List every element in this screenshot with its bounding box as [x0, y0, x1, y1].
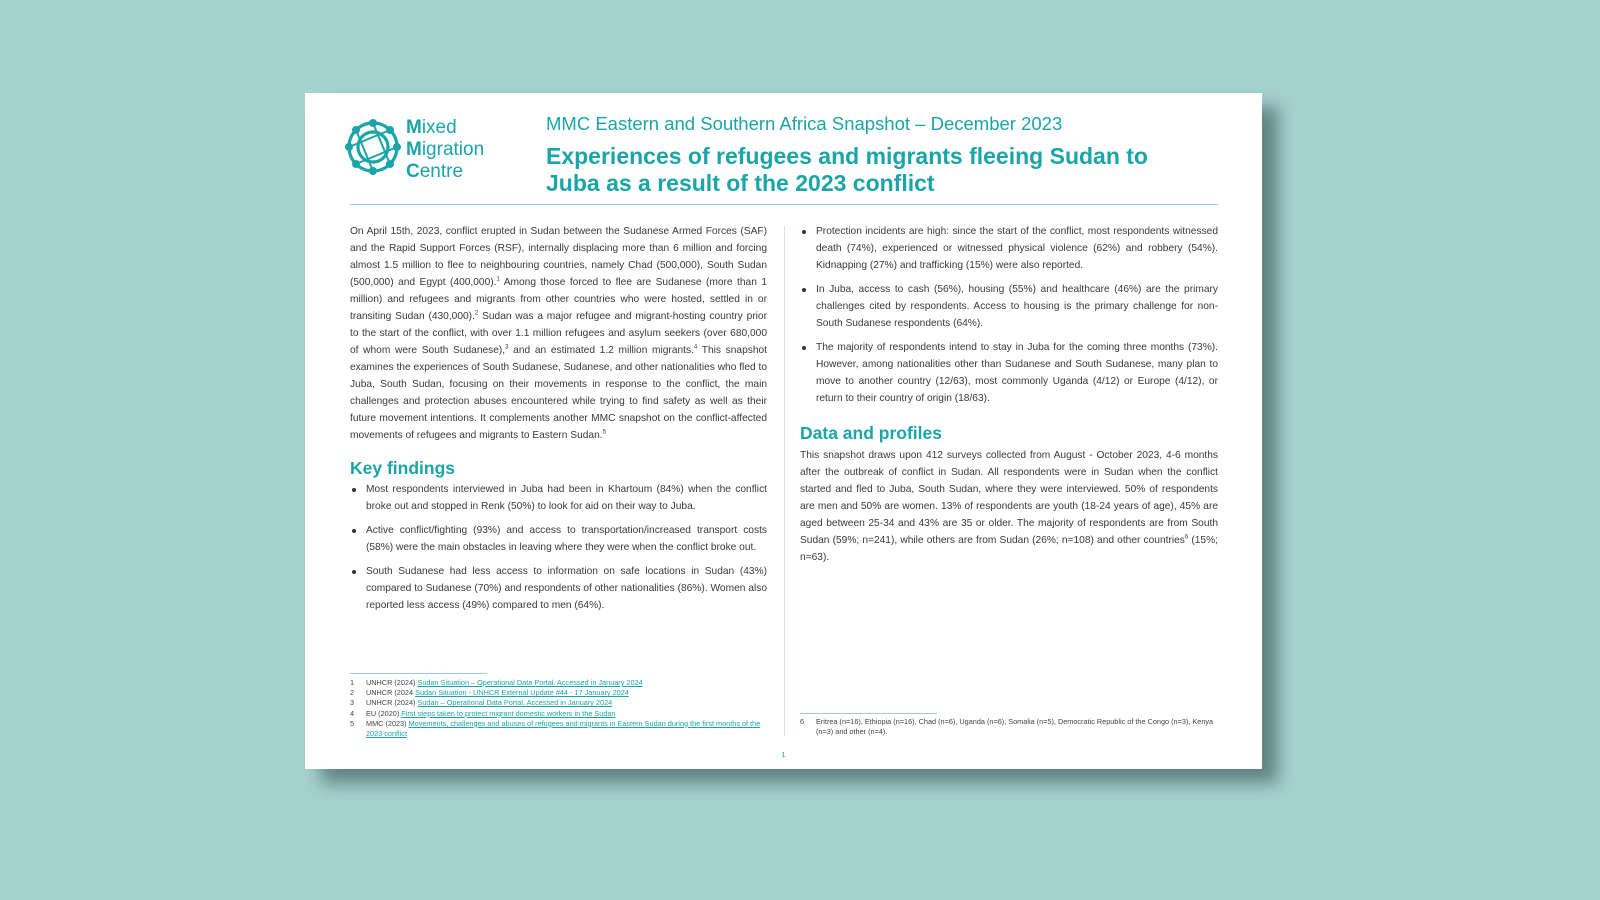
data-profiles-paragraph: This snapshot draws upon 412 surveys collected from August - October 2023, 4-6 months after the outbreak of conflict in Sudan. All respondents were in Sudan when the conflict started and fled to Juba, South Sudan, where they were interviewed. 50% of respondents are men and 50% are women. 13% of respondents are youth (18-24 years of age), 45% are aged between 25-34 and 43% are 35 or older. The majority of respondents are from South Sudan (59%; n=241), while others are from Sudan (26%; n=108) and other countries$^6$ (15%; n=63).: [800, 450, 1218, 563]
list-item: Active conflict/fighting (93%) and access to transportation/increased transport costs (58%) were the main obstacles in leaving where they were when the conflict broke out.: [350, 522, 767, 556]
mmc-logo-mark-icon: [343, 117, 403, 177]
column-divider: [784, 226, 785, 736]
footnote-link[interactable]: Sudan Situation - UNHCR External Update #44 - 17 January 2024: [415, 688, 629, 698]
logo-wordmark: Mixed Migration Centre: [406, 117, 485, 182]
header-rule: [350, 204, 1218, 205]
footnote-link[interactable]: Sudan – Operational Data Portal. Accessed in January 2024: [417, 698, 613, 708]
data-profiles-heading: Data and profiles: [800, 423, 942, 443]
list-item: In Juba, access to cash (56%), housing (55%) and healthcare (46%) are the primary challenges cited by respondents. Access to housing is the primary challenge for non-South Sudanese respondents (64%).: [800, 281, 1218, 332]
key-findings-heading: Key findings: [350, 458, 456, 478]
list-item: South Sudanese had less access to information on safe locations in Sudan (43%) compared to Sudanese (70%) and respondents of other nationalities (86%). Women also reported less access (49%) compared to men (64%).: [350, 563, 767, 614]
footnote: 6 Eritrea (n=16), Ethiopia (n=16), Chad (n=6), Uganda (n=6), Somalia (n=5), Democratic Republic of the Congo (n=3), Kenya (n=3) and other (n=4).: [800, 717, 1214, 737]
footnotes-right: [800, 717, 1220, 737]
right-column: [800, 223, 1218, 566]
list-item: Protection incidents are high: since the start of the conflict, most respondents witnessed death (74%), experienced or witnessed physical violence (62%) and robbery (54%). Kidnapping (27%) and trafficking (15%) were also reported.: [800, 223, 1218, 274]
document-title: Experiences of refugees and migrants fleeing Sudan to Juba as a result of the 2023 conflict: [546, 143, 1148, 196]
footnote-link[interactable]: Movements, challenges and abuses of refugees and migrants in Eastern Sudan during the first months of the 2023 conflict: [366, 718, 761, 739]
footnote-link[interactable]: First steps taken to protect migrant domestic workers in the Sudan: [401, 708, 616, 718]
footnote: 2 UNHCR (2024 Sudan Situation - UNHCR External Update #44 - 17 January 2024: [350, 688, 629, 698]
footnote: 3 UNHCR (2024) Sudan – Operational Data Portal. Accessed in January 2024: [350, 698, 613, 708]
document-subtitle: MMC Eastern and Southern Africa Snapshot – December 2023: [546, 113, 1063, 134]
footnote: 1 UNHCR (2024) Sudan Situation – Operational Data Portal. Accessed in January 2024: [350, 678, 643, 687]
findings-list-continued: [800, 223, 1218, 407]
footnote-rule-left: [350, 673, 487, 674]
document-page: [305, 93, 1262, 769]
key-findings-list: [350, 481, 767, 614]
intro-paragraph: On April 15th, 2023, conflict erupted in Sudan between the Sudanese Armed Forces (SAF) and the Rapid Support Forces (RSF), internally displacing more than 6 million and forcing almost 1.5 million to flee to neighbouring countries, namely Chad (500,000), South Sudan (500,000) and Egypt (400,000).$^1$ Among those forced to flee are Sudanese (more than 1 million) and refugees and migrants from other countries who were hosted, settled in or transiting Sudan (430,000).$^2$ Sudan was a major refugee and migrant-hosting country prior to the start of the conflict, with over 1.1 million refugees and asylum seekers (over 680,000 of whom were South Sudanese),$^3$ and an estimated 1.2 million migrants.$^4$ This snapshot examines the experiences of South Sudanese, Sudanese, and other nationalities who fled to Juba, South Sudan, focusing on their movements in response to the conflict, the main challenges and protection abuses encountered while trying to find safety as well as their future movement intentions. It complements another MMC snapshot on the conflict-affected movements of refugees and migrants to Eastern Sudan.$^5$: [350, 226, 768, 441]
footnote: 5 MMC (2023) Movements, challenges and abuses of refugees and migrants in Eastern Sudan during the first months of the 2023 conflict: [350, 718, 761, 739]
list-item: The majority of respondents intend to stay in Juba for the coming three months (73%). However, among nationalities other than Sudanese and South Sudanese, many plan to move to another country (12/63), most commonly Uganda (4/12) or Europe (4/12), or return to their country of origin (18/63).: [800, 339, 1218, 407]
footnote-link[interactable]: Sudan Situation – Operational Data Portal. Accessed in January 2024: [417, 678, 643, 687]
left-column: [350, 223, 767, 621]
mmc-logo: [343, 117, 503, 187]
list-item: Most respondents interviewed in Juba had been in Khartoum (84%) when the conflict broke out and stopped in Renk (50%) to look for aid on their way to Juba.: [350, 481, 767, 515]
page-number: 1: [781, 750, 786, 759]
footnote-rule-right: [800, 713, 937, 714]
footnotes-left: [350, 678, 770, 739]
footnote: 4 EU (2020) First steps taken to protect migrant domestic workers in the Sudan: [350, 708, 616, 718]
